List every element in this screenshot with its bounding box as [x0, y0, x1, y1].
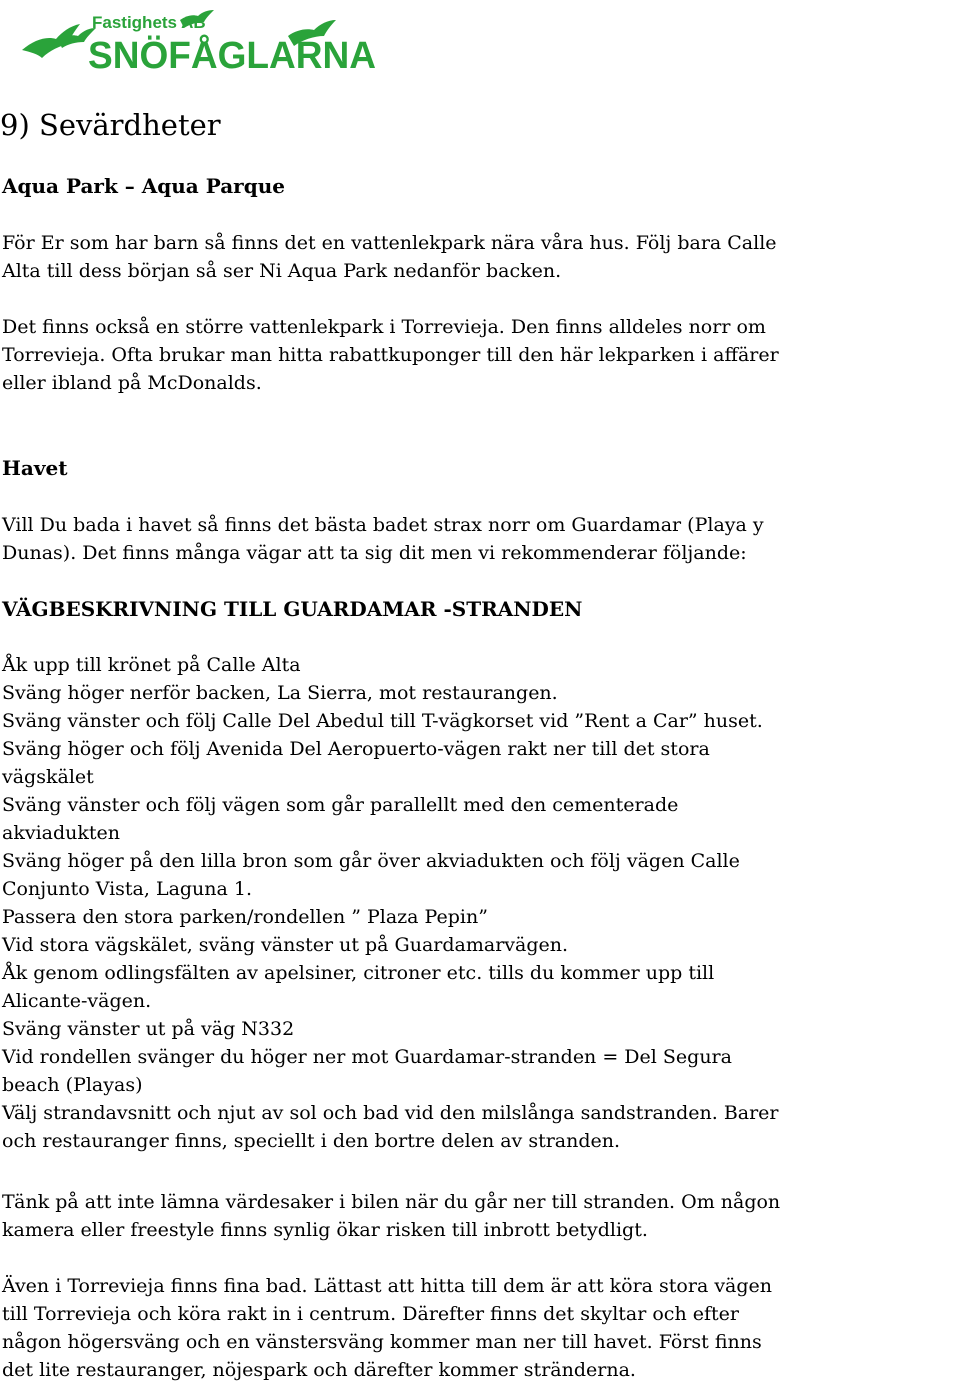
text-line: det lite restauranger, nöjespark och därefter kommer stränderna. — [2, 1359, 636, 1381]
text-line: Vill Du bada i havet så finns det bästa badet strax norr om Guardamar (Playa y — [2, 514, 764, 536]
text-line: kamera eller freestyle finns synlig ökar risken till inbrott betydligt. — [2, 1219, 648, 1241]
direction-line: Alicante-vägen. — [2, 990, 152, 1012]
direction-line: och restauranger finns, speciellt i den bortre delen av stranden. — [2, 1130, 621, 1152]
text-line: Tänk på att inte lämna värdesaker i bilen när du går ner till stranden. Om någon — [2, 1191, 781, 1213]
text-line: till Torrevieja och köra rakt in i centrum. Därefter finns det skyltar och efter — [2, 1303, 739, 1325]
logo-brand-text: SNÖFÅGLARNA — [88, 35, 380, 72]
text-line: eller ibland på McDonalds. — [2, 372, 262, 394]
direction-line: vägskälet — [2, 766, 94, 788]
direction-line: beach (Playas) — [2, 1074, 143, 1096]
text-line: Det finns också en större vattenlekpark i Torrevieja. Den finns alldeles norr om — [2, 316, 766, 338]
direction-line: Sväng vänster ut på väg N332 — [2, 1018, 295, 1040]
havet-paragraph — [2, 511, 956, 567]
route-directions — [2, 651, 956, 1155]
direction-line: Välj strandavsnitt och njut av sol och bad vid den milslånga sandstranden. Barer — [2, 1102, 779, 1124]
direction-line: Vid stora vägskälet, sväng vänster ut på Guardamarvägen. — [2, 934, 569, 956]
direction-line: Passera den stora parken/rondellen ” Plaza Pepin” — [2, 906, 488, 928]
text-line: Dunas). Det finns många vägar att ta sig dit men vi rekommenderar följande: — [2, 542, 747, 564]
direction-line: Sväng vänster och följ Calle Del Abedul till T-vägkorset vid ”Rent a Car” huset. — [2, 710, 763, 732]
direction-line: Sväng höger och följ Avenida Del Aeropuerto-vägen rakt ner till det stora — [2, 738, 710, 760]
warning-paragraph — [2, 1188, 956, 1244]
direction-line: akviadukten — [2, 822, 121, 844]
bird-logo-icon — [20, 6, 380, 72]
direction-line: Åk upp till krönet på Calle Alta — [2, 654, 301, 676]
torrevieja-paragraph — [2, 1272, 956, 1384]
aqua-paragraph-1 — [2, 229, 956, 285]
direction-line: Sväng vänster och följ vägen som går parallellt med den cementerade — [2, 794, 679, 816]
logo-company-text: Fastighets AB — [92, 13, 206, 32]
text-line: För Er som har barn så finns det en vattenlekpark nära våra hus. Följ bara Calle — [2, 232, 777, 254]
direction-line: Conjunto Vista, Laguna 1. — [2, 878, 253, 900]
direction-line: Vid rondellen svänger du höger ner mot Guardamar-stranden = Del Segura — [2, 1046, 732, 1068]
text-line: Även i Torrevieja finns fina bad. Lättast att hitta till dem är att köra stora vägen — [2, 1275, 773, 1297]
section-title-route: VÄGBESKRIVNING TILL GUARDAMAR -STRANDEN — [2, 597, 583, 621]
direction-line: Åk genom odlingsfälten av apelsiner, citroner etc. tills du kommer upp till — [2, 962, 715, 984]
text-line: någon högersväng och en vänstersväng kommer man ner till havet. Först finns — [2, 1331, 762, 1353]
aqua-paragraph-2 — [2, 313, 956, 397]
page-title: 9) Sevärdheter — [0, 108, 221, 142]
section-title-aqua-park: Aqua Park – Aqua Parque — [2, 174, 285, 198]
direction-line: Sväng höger nerför backen, La Sierra, mot restaurangen. — [2, 682, 558, 704]
company-logo — [20, 6, 380, 72]
text-line: Alta till dess början så ser Ni Aqua Park nedanför backen. — [2, 260, 562, 282]
section-title-havet: Havet — [2, 456, 68, 480]
text-line: Torrevieja. Ofta brukar man hitta rabattkuponger till den här lekparken i affärer — [2, 344, 779, 366]
direction-line: Sväng höger på den lilla bron som går över akviadukten och följ vägen Calle — [2, 850, 740, 872]
